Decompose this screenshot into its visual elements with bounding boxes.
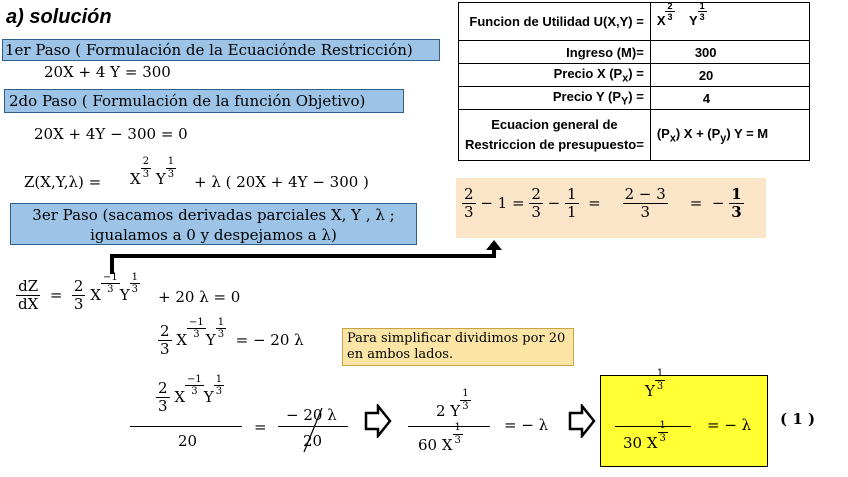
- exponent-fraction: $\frac{1}{3}$: [167, 156, 175, 180]
- table-cell: 4: [650, 87, 809, 110]
- exponent-calc: $\frac{2}{3}$ − 1 = $\frac{2}{3}$ − $\frac{1}{1}$ = $\frac{2 - 3}{3}$ = − $\frac{1}{3}$: [464, 185, 742, 222]
- table-cell: $(P_x) X + (P_y) Y = M$: [650, 110, 809, 161]
- neg-lambda: = − λ: [504, 416, 549, 434]
- lagrangian-utility: [130, 156, 176, 192]
- var-x: X: [130, 170, 141, 188]
- fraction-bar: [408, 426, 490, 427]
- arrow-connector: [108, 238, 508, 278]
- page-title: a) solución: [6, 6, 112, 28]
- step-c-denominator: 20: [178, 432, 198, 450]
- derivative-tail: + 20 λ = 0: [158, 288, 241, 306]
- table-row: Ecuacion general de Restriccion de presupuesto=: [459, 110, 651, 161]
- var-y: Y: [155, 170, 166, 188]
- table-row: Funcion de Utilidad U(X,Y) =: [459, 3, 651, 41]
- exponent-fraction: $\frac{2}{3}$: [142, 156, 150, 180]
- equation-number: ( 1 ): [780, 410, 816, 428]
- step-c-right-denominator: 60 X $\frac{1}{3}$: [418, 422, 461, 454]
- step-1-box: 1er Paso ( Formulación de la Ecuaciónde Restricción): [2, 39, 440, 61]
- result-numerator: Y $\frac{1}{3}$: [645, 368, 664, 400]
- utility-table: [458, 2, 810, 161]
- table-cell: X $\frac{2}{3}$ Y $\frac{1}{3}$: [650, 3, 809, 41]
- step-c-right-numerator: 2 Y $\frac{1}{3}$: [436, 388, 469, 420]
- restriction-equation: 20X + 4 Y = 300: [44, 63, 171, 81]
- table-row: Precio X $(P_x)$ =: [459, 64, 651, 87]
- step-3-box: 3er Paso (sacamos derivadas parciales X, Y , λ ; igualamos a 0 y despejamos a λ): [10, 203, 417, 245]
- lagrangian-right: + λ ( 20X + 4Y − 300 ): [194, 173, 369, 191]
- simplified-equation: $\frac{2}{3}$ X $\frac{-1}{3}$ Y $\frac{1}{3}$ = − 20 λ: [160, 316, 304, 359]
- step-2-box: 2do Paso ( Formulación de la función Objetivo): [4, 89, 404, 113]
- lagrangian-left: Z(X,Y,λ) =: [24, 173, 102, 191]
- objective-zero-equation: 20X + 4Y − 300 = 0: [34, 125, 188, 143]
- simplify-note: Para simplificar dividimos por 20 en ambos lados.: [342, 328, 574, 366]
- result-box: [600, 368, 768, 467]
- table-cell: 20: [650, 64, 809, 87]
- step-c-mid-denominator: 20: [303, 432, 323, 450]
- result-denominator: 30 X $\frac{1}{3}$: [623, 420, 666, 452]
- result-rhs: = − λ: [707, 416, 752, 434]
- exponent-calc-box: [456, 178, 766, 238]
- table-row: Precio Y $(P_Y)$ =: [459, 87, 651, 110]
- equals-sign: =: [254, 418, 267, 436]
- fraction-bar: [615, 426, 691, 427]
- cancel-strike: [296, 400, 332, 458]
- fraction-bar: [130, 426, 242, 427]
- implies-arrow-icon: [364, 404, 392, 438]
- implies-arrow-icon: [568, 404, 596, 438]
- derivative-equation: $\frac{dZ}{dX}$ = $\frac{2}{3}$ X $\frac{-1}{3}$ Y $\frac{1}{3}$: [18, 271, 138, 314]
- table-row: Ingreso (M)=: [459, 41, 651, 64]
- step-c-numerator: $\frac{2}{3}$ X $\frac{-1}{3}$ Y $\frac{1}{3}$: [158, 373, 223, 416]
- step-c-mid-numerator: − 20 λ: [286, 406, 337, 424]
- table-cell: 300: [650, 41, 809, 64]
